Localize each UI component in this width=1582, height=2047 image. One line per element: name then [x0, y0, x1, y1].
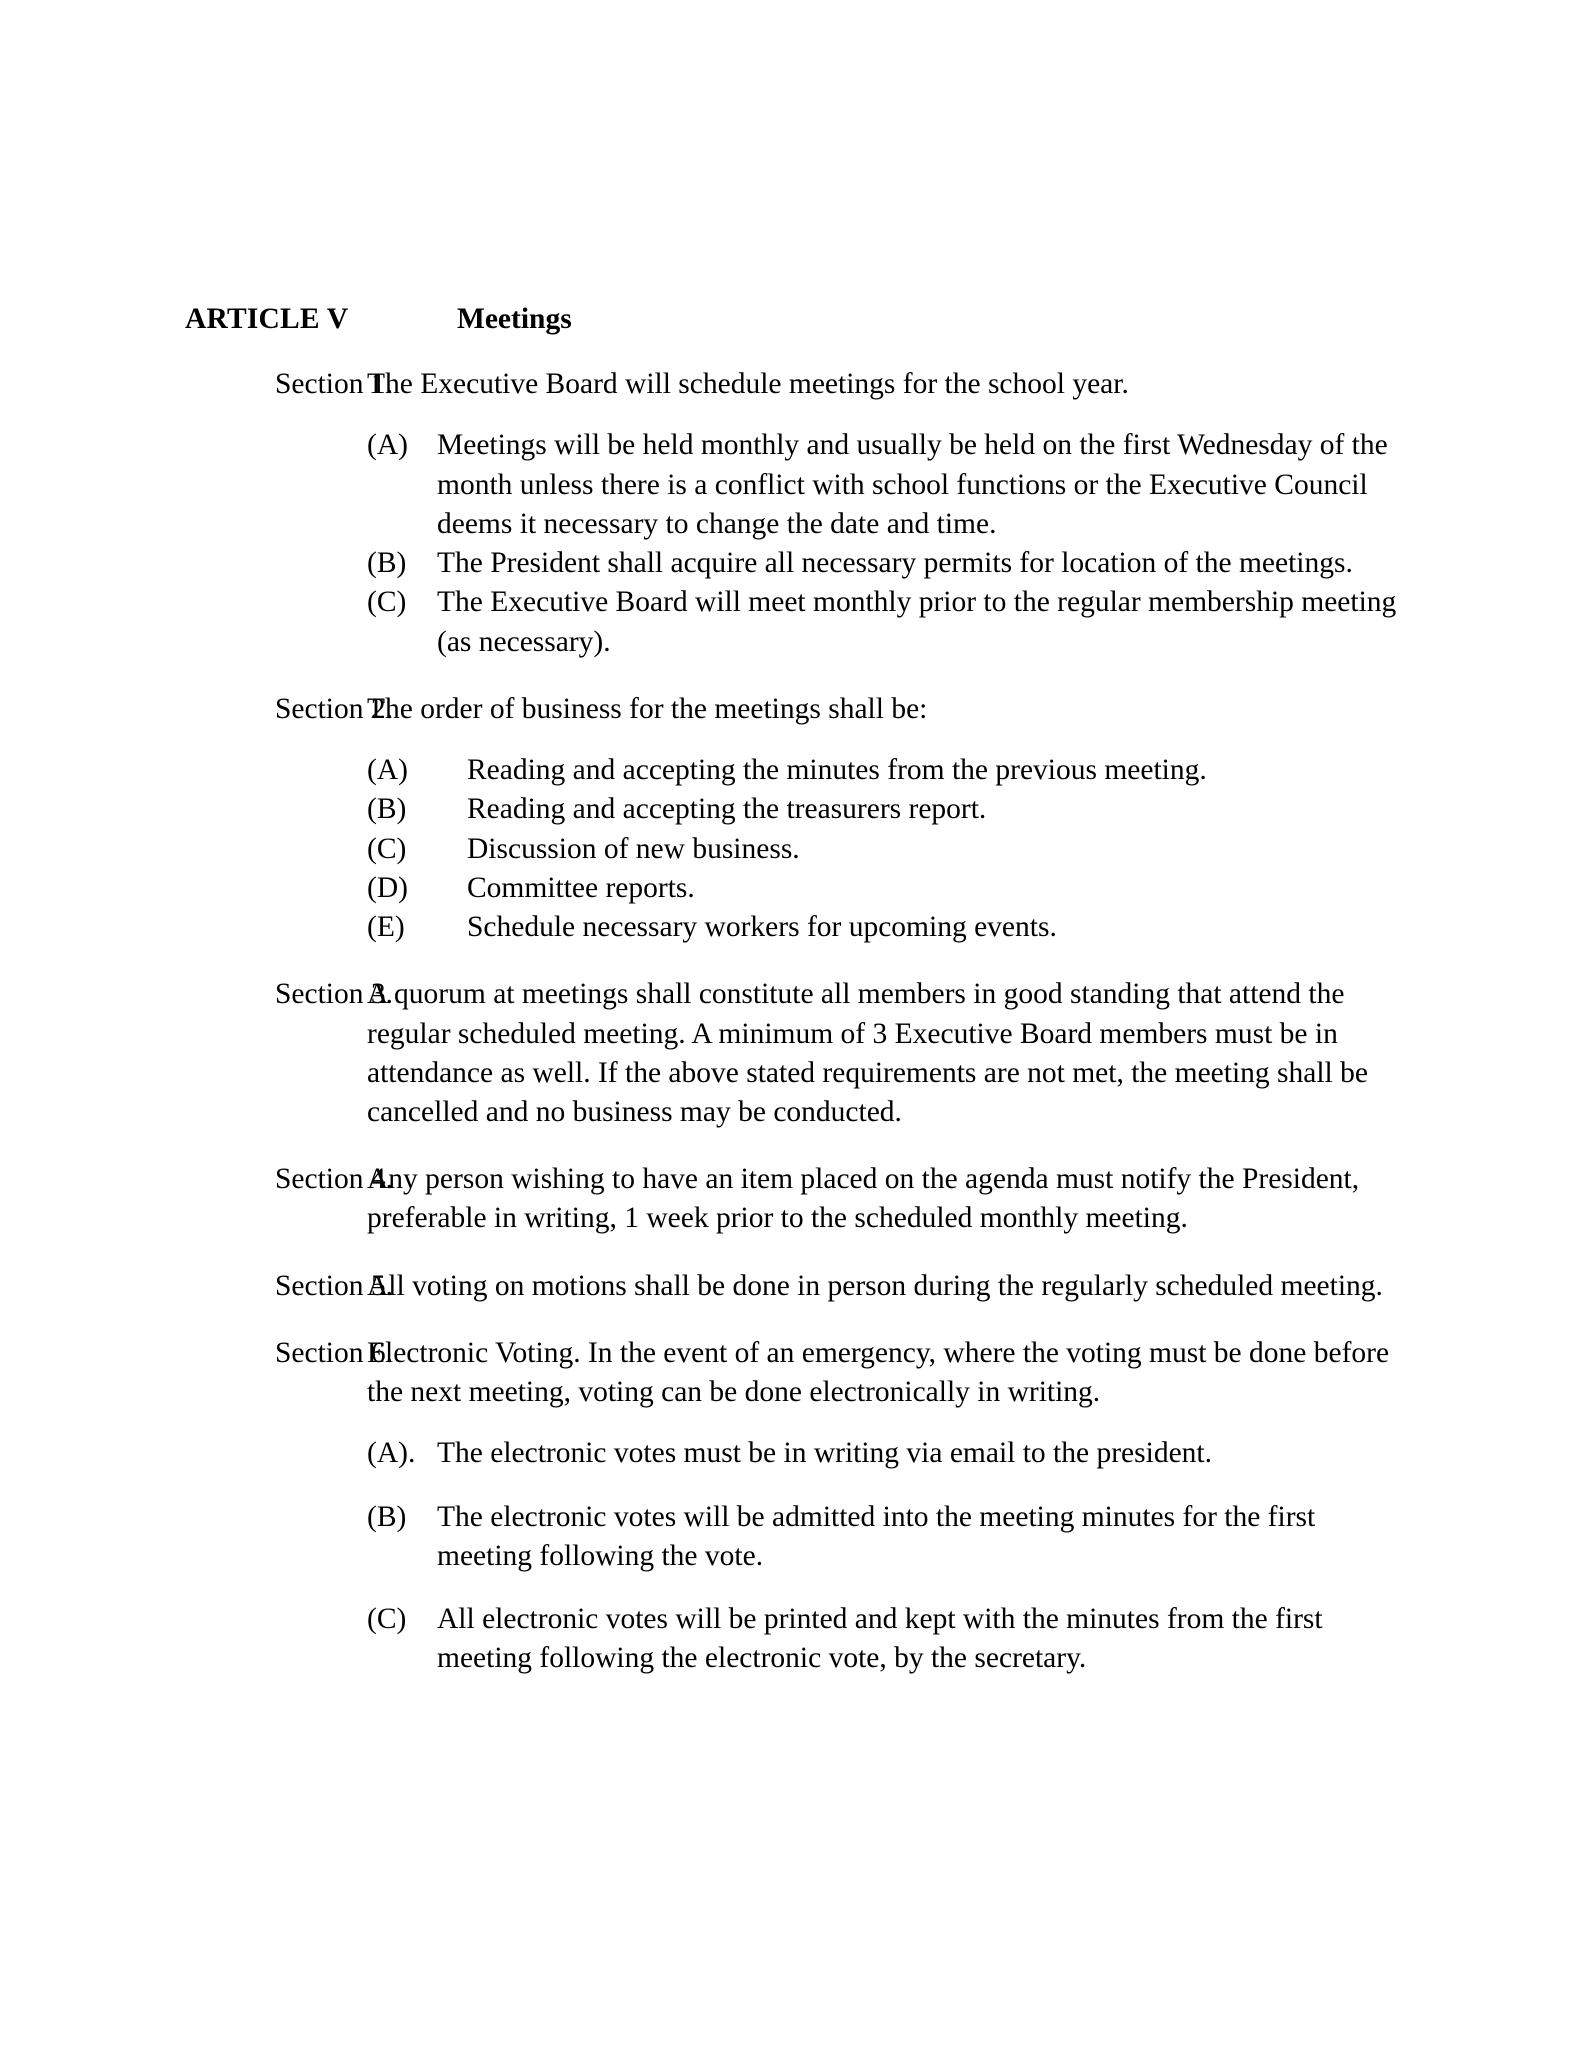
list-item	[367, 583, 1412, 661]
list-item-text: The electronic votes will be admitted into the meeting minutes for the first meeting following the vote.	[437, 1500, 1316, 1572]
section-label: Section 5.	[275, 1269, 393, 1302]
list-item-marker: (B)	[367, 793, 407, 826]
section-6	[185, 1334, 1412, 1679]
section-sublist	[367, 751, 1412, 947]
section-label: Section 3.	[275, 978, 393, 1011]
section-2	[185, 690, 1412, 947]
section-3	[185, 975, 1412, 1132]
section-body	[367, 1267, 1412, 1306]
section-body	[367, 1160, 1412, 1238]
list-item	[367, 544, 1412, 583]
list-item-text: Reading and accepting the treasurers report.	[467, 793, 987, 826]
list-item-text: Schedule necessary workers for upcoming events.	[467, 911, 1057, 944]
article-heading	[185, 300, 1412, 339]
list-item-marker: (A)	[367, 754, 408, 787]
section-label: Section 1.	[275, 368, 393, 401]
list-item	[367, 1434, 1412, 1473]
list-item	[367, 1498, 1412, 1576]
section-lead: The order of business for the meetings shall be:	[367, 692, 928, 725]
section-4	[185, 1160, 1412, 1238]
list-item-text: Reading and accepting the minutes from the previous meeting.	[467, 754, 1207, 787]
section-lead: Electronic Voting. In the event of an emergency, where the voting must be done before the next meeting, voting can be done electronically in writing.	[367, 1336, 1390, 1409]
section-body	[367, 1334, 1412, 1679]
list-item-text: All electronic votes will be printed and kept with the minutes from the first meeting following the electronic vote, by the secretary.	[437, 1603, 1323, 1675]
list-item	[367, 869, 1412, 908]
section-body	[367, 975, 1412, 1132]
list-item	[367, 1600, 1412, 1678]
article-label: ARTICLE V	[185, 303, 349, 335]
list-item-text: Discussion of new business.	[467, 832, 800, 865]
list-item-marker: (D)	[367, 871, 408, 904]
section-label: Section 6.	[275, 1336, 393, 1369]
section-label: Section 2.	[275, 692, 393, 725]
list-item-marker: (C)	[367, 832, 407, 865]
list-item-text: The electronic votes must be in writing via email to the president.	[437, 1437, 1212, 1470]
section-label: Section 4.	[275, 1163, 393, 1196]
list-item-marker: (C)	[367, 1603, 407, 1636]
list-item-marker: (E)	[367, 911, 405, 944]
section-lead: Any person wishing to have an item placed on the agenda must notify the President, preferable in writing, 1 week prior to the scheduled monthly meeting.	[367, 1163, 1360, 1235]
list-item-marker: (A).	[367, 1437, 416, 1470]
list-item-marker: (B)	[367, 1500, 407, 1533]
document-body	[185, 300, 1412, 1679]
list-item-marker: (B)	[367, 547, 407, 580]
section-lead: All voting on motions shall be done in person during the regularly scheduled meeting.	[367, 1269, 1383, 1302]
list-item-text: The Executive Board will meet monthly prior to the regular membership meeting (as necessary).	[437, 586, 1397, 658]
list-item-text: Committee reports.	[467, 871, 695, 904]
section-sublist	[367, 1434, 1412, 1678]
section-1	[185, 365, 1412, 662]
section-5	[185, 1267, 1412, 1306]
section-lead: A quorum at meetings shall constitute all members in good standing that attend the regular scheduled meeting. A minimum of 3 Executive Board members must be in attendance as well. If the above stated requirements are not met, the meeting shall be cancelled and no business may be conducted.	[367, 978, 1368, 1128]
section-sublist	[367, 426, 1412, 661]
list-item	[367, 426, 1412, 544]
list-item-text: Meetings will be held monthly and usually be held on the first Wednesday of the month unless there is a conflict with school functions or the Executive Council deems it necessary to change the date and time.	[437, 429, 1388, 540]
list-item	[367, 830, 1412, 869]
list-item	[367, 790, 1412, 829]
list-item-marker: (C)	[367, 586, 407, 619]
list-item	[367, 908, 1412, 947]
list-item	[367, 751, 1412, 790]
list-item-text: The President shall acquire all necessary permits for location of the meetings.	[437, 547, 1353, 580]
article-title: Meetings	[457, 303, 572, 335]
section-body	[367, 690, 1412, 947]
section-body	[367, 365, 1412, 662]
list-item-marker: (A)	[367, 429, 408, 462]
section-lead: The Executive Board will schedule meetings for the school year.	[367, 368, 1129, 401]
